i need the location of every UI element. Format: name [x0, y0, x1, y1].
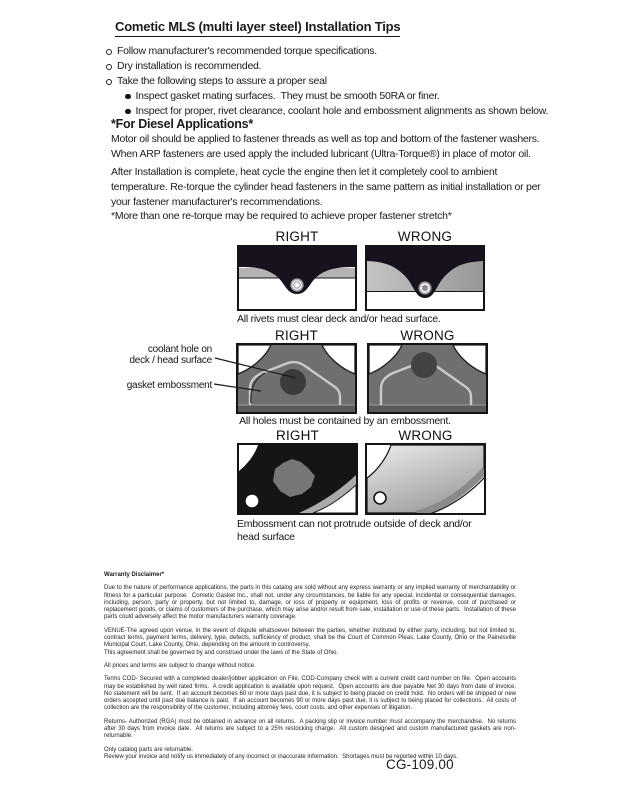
- hole-containment-right-illustration: [238, 345, 355, 412]
- page-title: Cometic MLS (multi layer steel) Installation Tips: [115, 19, 400, 37]
- circle-bullet-icon: [106, 79, 112, 85]
- rivet-clearance-right-illustration: [239, 247, 355, 309]
- catalog-page-code: CG-109.00: [386, 757, 454, 772]
- protrusion-right-panel: [237, 443, 358, 515]
- circle-bullet-icon: [106, 49, 112, 55]
- list-item: [106, 59, 556, 74]
- dot-bullet-icon: [125, 94, 131, 100]
- bullet-text: Follow manufacturer's recommended torque specifications.: [117, 45, 377, 57]
- diagram-caption: Embossment can not protrude outside of deck and/or head surface: [237, 518, 475, 543]
- protrusion-wrong-panel: [365, 443, 486, 515]
- diesel-paragraph-1: Motor oil should be applied to fastener threads as well as top and bottom of the fastener washers. When ARP fasteners are used apply the included lubricant (Ultra-Torque®) in place of motor oil.: [111, 133, 543, 160]
- list-item: [106, 74, 556, 89]
- coolant-hole-label: coolant hole on deck / head surface: [129, 344, 212, 366]
- right-label: RIGHT: [275, 328, 318, 343]
- legal-paragraph: Review your invoice and notify us immediately of any incorrect or inaccurate information. Shortages must be reported within 10 days.: [104, 753, 458, 760]
- wrong-label: WRONG: [397, 229, 453, 244]
- bullet-text: Inspect gasket mating surfaces. They must be smooth 50RA or finer.: [135, 90, 440, 102]
- bullet-text: Inspect for proper, rivet clearance, coolant hole and embossment alignments as shown below.: [135, 105, 549, 117]
- rivet-clearance-wrong-illustration: [367, 247, 483, 309]
- protrusion-wrong-illustration: [367, 445, 484, 513]
- protrusion-right-illustration: [239, 445, 356, 513]
- circle-bullet-icon: [106, 64, 112, 70]
- diesel-applications-heading: *For Diesel Applications*: [111, 117, 253, 131]
- legal-paragraph: VENUE-The agreed upon venue, in the event of dispute whatsoever between the parties, whether instituted by either party, including, but not limited to, contract terms, payment terms, delivery, type, defects, sufficiency of product, shall be the Court of Common Pleas, Lake County, Ohio or the Painesville Municipal Court, Lake County, Ohio, depending on the amount in controversy.: [104, 627, 518, 649]
- embossment-wrong-panel: [367, 343, 488, 414]
- bullet-text: Dry installation is recommended.: [117, 60, 262, 72]
- retorque-note: *More than one re-torque may be required to achieve proper fastener stretch*: [111, 210, 452, 222]
- dot-bullet-icon: [125, 109, 131, 115]
- bullet-text: Take the following steps to assure a proper seal: [117, 75, 327, 87]
- diagram-caption: All holes must be contained by an embossment.: [239, 415, 451, 427]
- right-label: RIGHT: [276, 428, 319, 443]
- legal-paragraph: Terms COD- Secured with a completed dealer/jobber application on File, COD-Company check with a current credit card number on file. Open accounts may be established by well rated firms. A credit application is available upon request. Open accounts are due payable Net 30 days from date of invoice. No statement will be sent. If an account becomes 60 or more days past due, it is subject to being placed on credit hold. No orders will be shipped or new orders accepted until past due balance is paid. If an account becomes 90 or more days past due, it is subject to being placed for collections. All costs of collection are the responsibility of the customer, including attorney fees, court costs, and other expenses of litigation.: [104, 676, 520, 712]
- legal-paragraph: Only catalog parts are returnable.: [104, 746, 194, 753]
- gasket-embossment-label: gasket embossment: [126, 380, 212, 391]
- right-label: RIGHT: [275, 229, 319, 244]
- legal-fine-print: [104, 572, 520, 767]
- embossment-right-panel: [236, 343, 357, 414]
- diesel-paragraph-2: After Installation is complete, heat cycle the engine then let it completely cool to ambient temperature. Re-torque the cylinder head fasteners in the same pattern as initial installation or per your fastener manufacturer's recommendations.: [111, 166, 544, 208]
- legal-paragraph: Returns- Authorized (RGA) must be obtained in advance on all returns. A packing slip or invoice number must accompany the merchandise. No returns after 30 days from invoice date. All returns are subject to a 25% restocking charge. All custom designed and custom manufactured gaskets are non-returnable.: [104, 718, 518, 740]
- list-item: [125, 89, 556, 104]
- legal-paragraph: All prices and terms are subject to change without notice.: [104, 662, 256, 669]
- rivet-right-panel: [237, 245, 357, 311]
- wrong-label: WRONG: [400, 328, 455, 343]
- rivet-wrong-panel: [365, 245, 485, 311]
- hole-containment-wrong-illustration: [369, 345, 486, 412]
- warranty-disclaimer-heading: Warranty Disclaimer*: [104, 572, 165, 578]
- wrong-label: WRONG: [398, 428, 453, 443]
- legal-paragraph: Due to the nature of performance applications, the parts in this catalog are sold without any express warranty or any implied warranty of merchantability or fitness for a particular purpose. Cometic Gasket Inc., shall not, under any circumstances, be liable for any special, incidental or consequential damages, including, person, party or property, but not limited to, damage, or loss of property or equipment, loss of profits or revenue, cost of purchased or replacement goods, or claims of customers of the purchase, which may arise and/or result from sale, installation or use of these parts. Installation of these parts could adversely affect the motor manufacturers warranty coverage.: [104, 585, 518, 621]
- installation-tips-list: [106, 44, 556, 119]
- list-item: [106, 44, 556, 59]
- diagram-caption: All rivets must clear deck and/or head surface.: [237, 313, 441, 325]
- legal-paragraph: This agreement shall be governed by and construed under the laws of the State of Ohio.: [104, 649, 339, 656]
